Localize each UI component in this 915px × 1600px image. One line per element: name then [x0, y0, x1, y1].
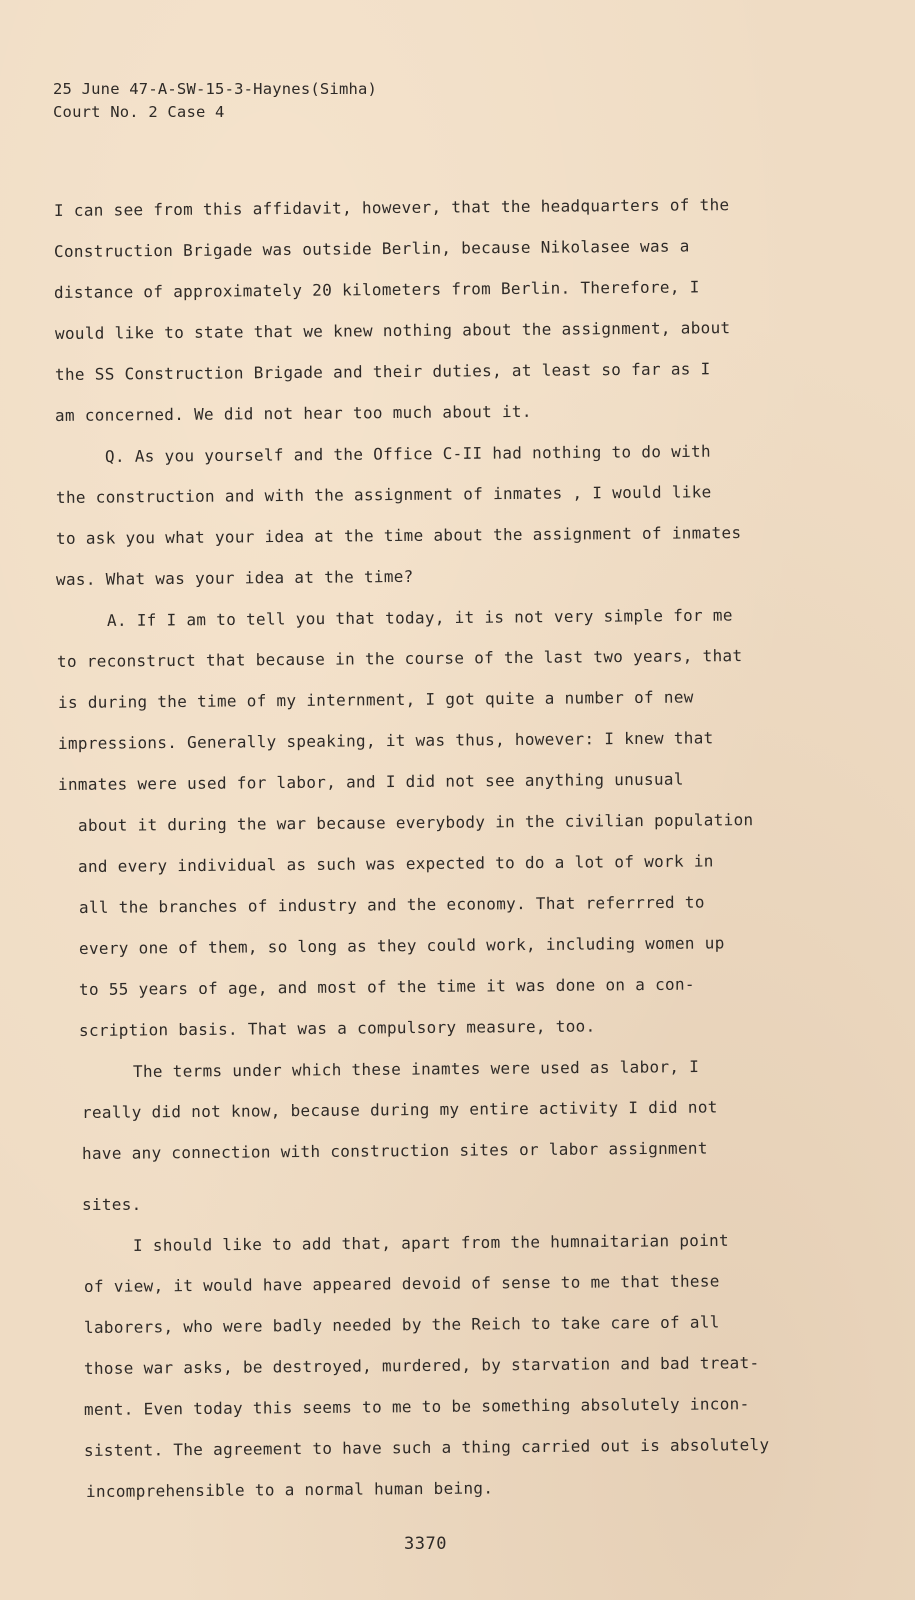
body-line: ment. Even today this seems to me to be something absolutely incon-	[83, 1394, 750, 1419]
body-line: to ask you what your idea at the time about the assignment of inmates	[55, 523, 742, 548]
body-line: sistent. The agreement to have such a thing carried out is absolutely	[83, 1435, 770, 1460]
page-number: 3370	[404, 1534, 447, 1554]
body-line: is during the time of my internment, I got quite a number of new	[57, 687, 694, 712]
body-line: those war asks, be destroyed, murdered, by starvation and bad treat-	[83, 1353, 760, 1378]
body-line: laborers, who were badly needed by the Reich to take care of all	[83, 1312, 720, 1337]
body-line: incomprehensible to a normal human being.	[85, 1478, 494, 1501]
body-line: The terms under which these inamtes were used as labor, I	[132, 1057, 700, 1081]
body-line: impressions. Generally speaking, it was thus, however: I knew that	[57, 728, 714, 753]
body-line: was. What was your idea at the time?	[55, 566, 414, 589]
body-line: every one of them, so long as they could work, including women up	[78, 933, 725, 958]
body-line: would like to state that we knew nothing about the assignment, about	[54, 318, 731, 343]
body-line: distance of approximately 20 kilometers from Berlin. Therefore, I	[53, 277, 700, 302]
body-line: all the branches of industry and the economy. That referrred to	[78, 892, 705, 917]
body-line: sites.	[82, 1195, 142, 1214]
body-line: to 55 years of age, and most of the time it was done on a con-	[78, 974, 695, 999]
body-line: I should like to add that, apart from the humnaitarian point	[132, 1230, 730, 1255]
body-line: to reconstruct that because in the course of the last two years, that	[56, 646, 743, 671]
body-line: A. If I am to tell you that today, it is not very simple for me	[106, 605, 733, 630]
body-line: scription basis. That was a compulsory measure, too.	[78, 1016, 596, 1040]
body-line: of view, it would have appeared devoid of sense to me that these	[83, 1271, 720, 1296]
document-header	[53, 78, 377, 124]
body-line: the SS Construction Brigade and their duties, at least so far as I	[54, 359, 711, 384]
body-line: Q. As you yourself and the Office C-II had nothing to do with	[104, 441, 711, 466]
body-line: about it during the war because everybody in the civilian population	[77, 810, 754, 835]
body-line: and every individual as such was expected to do a lot of work in	[77, 851, 714, 876]
body-line: am concerned. We did not hear too much about it.	[54, 401, 532, 425]
header-court-line: Court No. 2 Case 4	[53, 103, 225, 121]
body-line: Construction Brigade was outside Berlin, because Nikolasee was a	[53, 236, 690, 261]
body-line: I can see from this affidavit, however, that the headquarters of the	[53, 195, 730, 220]
header-session-line: 25 June 47-A-SW-15-3-Haynes(Simha)	[53, 80, 378, 98]
body-line: the construction and with the assignment of inmates , I would like	[55, 482, 712, 507]
body-line: inmates were used for labor, and I did not see anything unusual	[57, 769, 684, 794]
body-line: really did not know, because during my entire activity I did not	[81, 1097, 718, 1122]
body-line: have any connection with construction sites or labor assignment	[81, 1138, 708, 1163]
